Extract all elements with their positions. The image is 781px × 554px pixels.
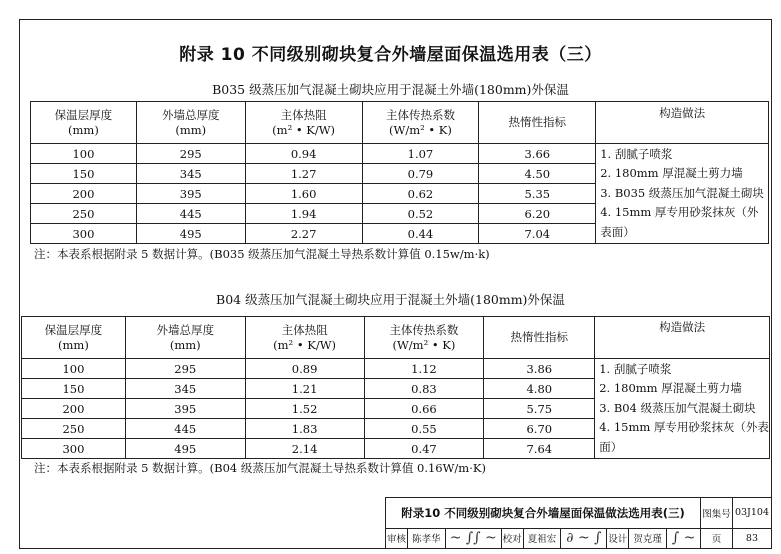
- table-cell: 445: [136, 204, 245, 224]
- table-cell: 1.94: [245, 204, 362, 224]
- header-thermal-inertia: 热惰性指标: [479, 102, 596, 144]
- table-cell: 7.04: [479, 224, 596, 244]
- header-heat-transfer: 主体传热系数 (W/m² • K): [362, 102, 479, 144]
- table-cell: 5.75: [484, 399, 595, 419]
- page-number: 83: [732, 528, 771, 548]
- header-heat-transfer: 主体传热系数 (W/m² • K): [364, 317, 484, 359]
- table-cell: 0.89: [245, 359, 364, 379]
- reviewer-signature: ~ ∫∫ ~: [445, 528, 501, 548]
- reviewer-name: 陈孝华: [407, 528, 445, 548]
- table-2: [21, 316, 770, 459]
- table-cell: 1.12: [364, 359, 484, 379]
- table-cell: 300: [22, 439, 126, 459]
- designer-name: 贺克瑾: [629, 528, 667, 548]
- table-cell: 0.52: [362, 204, 479, 224]
- header-construction: 构造做法: [595, 317, 770, 359]
- table-cell: 1.21: [245, 379, 364, 399]
- table-cell: 0.83: [364, 379, 484, 399]
- table-cell: 295: [136, 144, 245, 164]
- table-cell: 0.55: [364, 419, 484, 439]
- table-cell: 200: [31, 184, 137, 204]
- table-cell: 250: [31, 204, 137, 224]
- checker-name: 夏祖宏: [523, 528, 561, 548]
- table-cell: 3.86: [484, 359, 595, 379]
- header-wall-thickness: 外墙总厚度 (mm): [136, 102, 245, 144]
- table-cell: 445: [125, 419, 245, 439]
- atlas-number: 03J104: [732, 498, 771, 529]
- table-cell: 0.79: [362, 164, 479, 184]
- table-2-subtitle: B04 级蒸压加气混凝土砌块应用于混凝土外墙(180mm)外保温: [216, 292, 565, 307]
- table-cell: 6.20: [479, 204, 596, 224]
- header-thermal-resistance: 主体热阻 (m² • K/W): [245, 317, 364, 359]
- drawing-title: 附录10 不同级别砌块复合外墙屋面保温做法选用表(三): [386, 498, 701, 529]
- table-cell: 1.60: [245, 184, 362, 204]
- table-1: [30, 101, 769, 244]
- design-label: 设计: [607, 528, 629, 548]
- table-cell: 0.62: [362, 184, 479, 204]
- table-cell: 6.70: [484, 419, 595, 439]
- table-cell: 250: [22, 419, 126, 439]
- table-cell: 395: [125, 399, 245, 419]
- table-cell: 0.66: [364, 399, 484, 419]
- table-cell: 0.44: [362, 224, 479, 244]
- table-cell: 200: [22, 399, 126, 419]
- construction-method: 1. 刮腻子喷浆 2. 180mm 厚混凝土剪力墙 3. B035 级蒸压加气混凝土砌块 4. 15mm 厚专用砂浆抹灰（外表面）: [596, 144, 769, 244]
- table-1-note: 注：本表系根据附录 5 数据计算。(B035 级蒸压加气混凝土导热系数计算值 0.15w/m·k): [34, 247, 490, 261]
- table-cell: 0.47: [364, 439, 484, 459]
- table-cell: 345: [125, 379, 245, 399]
- table-cell: 4.80: [484, 379, 595, 399]
- designer-signature: ∫ ~: [667, 528, 701, 548]
- table-cell: 3.66: [479, 144, 596, 164]
- table-cell: 150: [22, 379, 126, 399]
- review-label: 审核: [386, 528, 408, 548]
- header-construction: 构造做法: [596, 102, 769, 144]
- table-cell: 395: [136, 184, 245, 204]
- table-2-note: 注：本表系根据附录 5 数据计算。(B04 级蒸压加气混凝土导热系数计算值 0.16W/m·K): [34, 461, 486, 475]
- table-1-subtitle: B035 级蒸压加气混凝土砌块应用于混凝土外墙(180mm)外保温: [212, 82, 569, 97]
- table-cell: 100: [31, 144, 137, 164]
- table-cell: 150: [31, 164, 137, 184]
- check-label: 校对: [501, 528, 523, 548]
- page-label: 页: [701, 528, 733, 548]
- table-cell: 0.94: [245, 144, 362, 164]
- table-cell: 495: [136, 224, 245, 244]
- table-cell: 2.14: [245, 439, 364, 459]
- title-block: [385, 497, 772, 549]
- atlas-label: 图集号: [701, 498, 733, 529]
- table-cell: 5.35: [479, 184, 596, 204]
- table-cell: 495: [125, 439, 245, 459]
- table-cell: 1.52: [245, 399, 364, 419]
- table-cell: 1.83: [245, 419, 364, 439]
- header-insulation-thickness: 保温层厚度 (mm): [22, 317, 126, 359]
- table-cell: 1.07: [362, 144, 479, 164]
- header-insulation-thickness: 保温层厚度 (mm): [31, 102, 137, 144]
- table-cell: 7.64: [484, 439, 595, 459]
- table-row: [31, 144, 769, 164]
- construction-method: 1. 刮腻子喷浆 2. 180mm 厚混凝土剪力墙 3. B04 级蒸压加气混凝土砌块 4. 15mm 厚专用砂浆抹灰（外表面）: [595, 359, 770, 459]
- table-cell: 295: [125, 359, 245, 379]
- table-2-header-row: [22, 317, 770, 359]
- table-cell: 100: [22, 359, 126, 379]
- header-thermal-resistance: 主体热阻 (m² • K/W): [245, 102, 362, 144]
- table-cell: 1.27: [245, 164, 362, 184]
- table-1-header-row: [31, 102, 769, 144]
- table-cell: 2.27: [245, 224, 362, 244]
- header-wall-thickness: 外墙总厚度 (mm): [125, 317, 245, 359]
- table-cell: 345: [136, 164, 245, 184]
- checker-signature: ∂ ~ ∫: [561, 528, 607, 548]
- table-cell: 4.50: [479, 164, 596, 184]
- table-row: [22, 359, 770, 379]
- page-title: 附录 10 不同级别砌块复合外墙屋面保温选用表（三）: [179, 45, 602, 65]
- table-cell: 300: [31, 224, 137, 244]
- header-thermal-inertia: 热惰性指标: [484, 317, 595, 359]
